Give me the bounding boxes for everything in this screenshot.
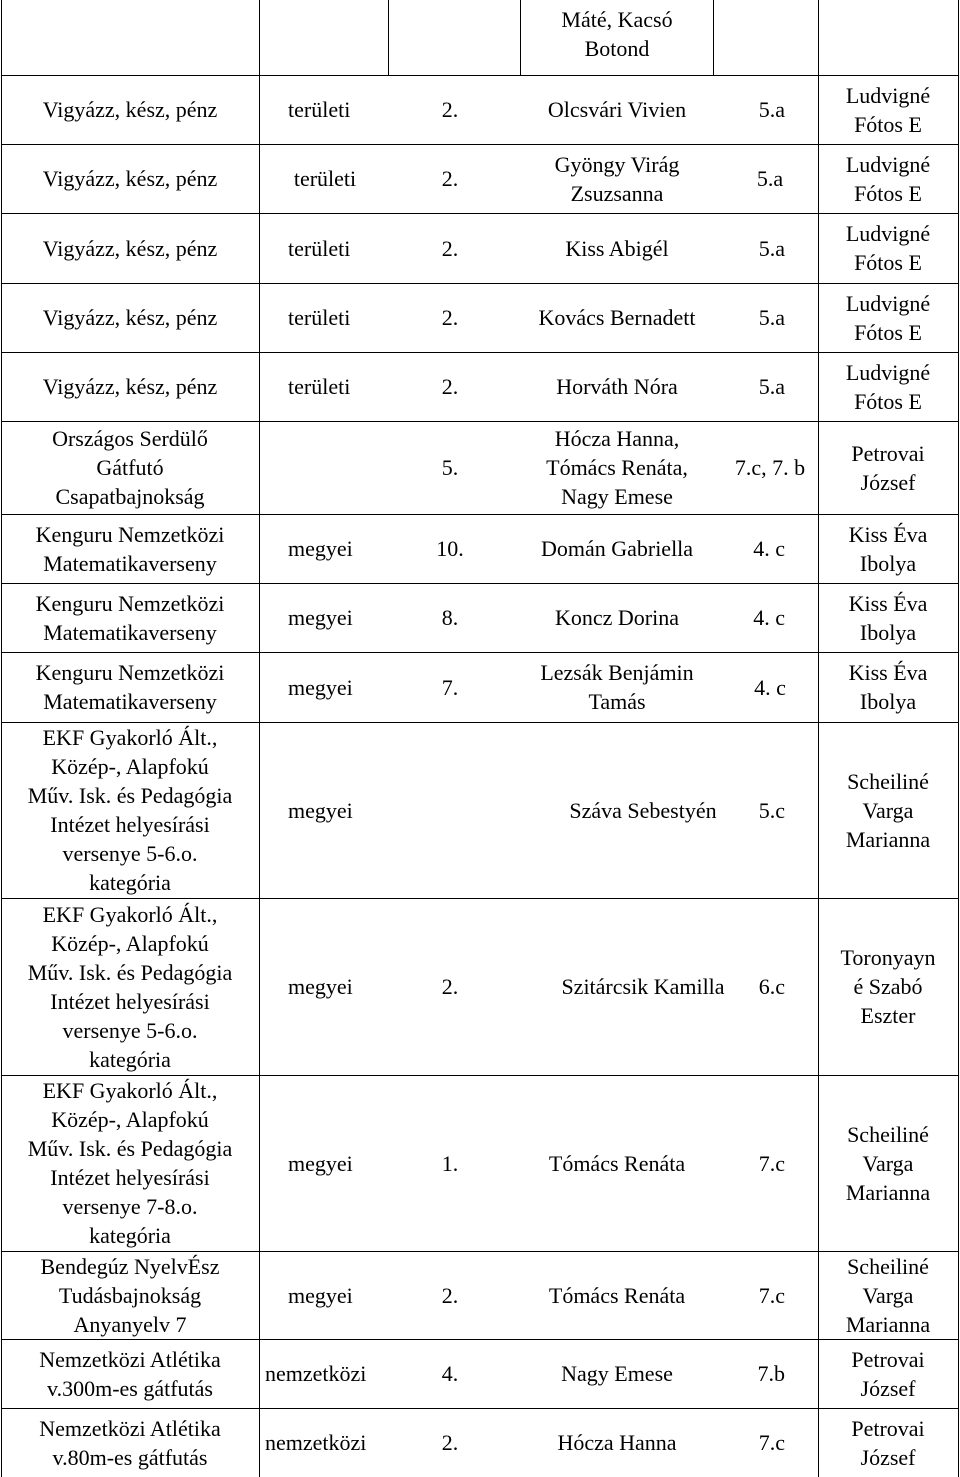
cell-level: területi [288,374,351,399]
cell-name: Csapatbajnokság [55,484,205,509]
cell-student: Hócza Hanna, [554,426,680,451]
cell-level: területi [288,97,351,122]
cell-place: 10. [436,536,464,561]
cell-teacher: József [860,1444,916,1470]
cell-name: Közép-, Alapfokú [51,930,209,956]
cell-level: területi [293,166,357,191]
row-divider [1,213,959,214]
cell-teacher: Ibolya [859,550,917,576]
cell-student: Máté, Kacsó [561,7,673,32]
cell-teacher: Ludvigné [845,290,931,316]
cell-name: Matematikaverseny [43,550,217,576]
column-divider [818,0,819,1477]
cell-place: 2. [441,235,459,261]
table-border-right [958,0,959,1477]
cell-student: Koncz Dorina [554,605,680,630]
cell-name: versenye 5-6.o. [62,841,198,866]
cell-teacher: Ibolya [859,689,917,714]
cell-name: v.80m-es gátfutás [52,1444,208,1470]
cell-student: Szitárcsik Kamilla [561,974,725,999]
cell-student: Lezsák Benjámin [540,660,694,685]
cell-name: Anyanyelv 7 [73,1311,187,1337]
cell-class: 5.a [758,374,785,399]
cell-teacher: Kiss Éva [848,660,928,685]
cell-name: Vigyázz, kész, pénz [42,97,218,122]
cell-student: Nagy Emese [561,484,673,509]
cell-name: EKF Gyakorló Ált., [42,901,218,927]
cell-class: 7.c [758,1150,785,1176]
cell-teacher: Scheiliné [847,768,929,794]
cell-level: megyei [288,797,353,823]
row-divider [1,652,959,653]
cell-student: Tómács Renáta [548,1150,686,1176]
cell-level: megyei [288,605,353,630]
cell-name: Intézet helyesírási [50,1165,210,1190]
cell-name: Műv. Isk. és Pedagógia [27,783,233,808]
cell-student: Olcsvári Vivien [547,97,687,122]
cell-teacher: Toronyayn [840,945,936,970]
cell-teacher: Petrovai [851,440,925,466]
cell-level: megyei [288,536,353,561]
cell-class: 5.a [758,97,785,122]
cell-class: 4. c [753,605,785,630]
cell-teacher: é Szabó [853,974,923,999]
cell-teacher: Kiss Éva [848,521,928,547]
cell-name: EKF Gyakorló Ált., [42,1078,218,1103]
row-divider [1,144,959,145]
cell-student: Kovács Bernadett [538,305,696,330]
cell-teacher: Ibolya [859,619,917,645]
cell-place: 1. [441,1150,459,1176]
row-divider [1,352,959,353]
cell-student: Domán Gabriella [540,536,694,561]
cell-place: 2. [441,1282,459,1308]
cell-teacher: Ludvigné [845,82,931,108]
table-border-left [1,0,2,1477]
cell-name: Közép-, Alapfokú [51,754,209,779]
column-divider [259,0,260,1477]
cell-place: 2. [441,305,459,330]
row-divider [1,1408,959,1409]
cell-student: Száva Sebestyén [569,797,717,823]
cell-name: Kenguru Nemzetközi [35,521,225,547]
cell-level: megyei [288,1150,353,1176]
row-divider [1,514,959,515]
cell-place: 2. [441,1430,459,1455]
column-divider [520,0,521,75]
cell-name: Intézet helyesírási [50,988,210,1014]
cell-name: Kenguru Nemzetközi [35,590,225,616]
cell-teacher: József [860,1375,916,1401]
cell-name: kategória [89,870,171,895]
cell-class: 7.c [758,1430,785,1455]
cell-teacher: Marianna [845,1179,931,1205]
cell-place: 5. [441,455,459,480]
cell-teacher: Kiss Éva [848,590,928,616]
cell-teacher: Marianna [845,1311,931,1337]
cell-name: Nemzetközi Atlétika [39,1415,221,1441]
cell-name: Vigyázz, kész, pénz [42,166,218,191]
cell-teacher: Fótos E [854,319,922,345]
cell-teacher: Scheiliné [847,1121,929,1147]
cell-student: Tómács Renáta, [546,455,688,480]
cell-student: Gyöngy Virág [554,151,680,177]
cell-place: 4. [441,1361,459,1386]
cell-place: 8. [441,605,459,630]
cell-teacher: Varga [862,797,914,823]
cell-teacher: Fótos E [854,388,922,414]
cell-name: Tudásbajnokság [58,1282,202,1308]
row-divider [1,421,959,422]
cell-teacher: Ludvigné [845,359,931,385]
cell-level: megyei [288,974,353,999]
cell-student: Horváth Nóra [556,374,678,399]
cell-teacher: Ludvigné [845,221,931,246]
cell-teacher: Fótos E [854,111,922,137]
cell-name: EKF Gyakorló Ált., [42,725,218,750]
cell-name: Közép-, Alapfokú [51,1107,209,1132]
cell-teacher: Fótos E [854,250,922,275]
cell-name: Gátfutó [96,455,164,480]
cell-class: 5.a [758,235,785,261]
cell-name: Intézet helyesírási [50,812,210,837]
cell-name: Nemzetközi Atlétika [39,1346,221,1372]
cell-teacher: Scheiliné [847,1253,929,1279]
cell-student: Tómács Renáta [548,1282,686,1308]
cell-name: versenye 7-8.o. [62,1194,198,1219]
cell-class: 7.c [758,1282,785,1308]
cell-name: versenye 5-6.o. [62,1017,198,1043]
cell-teacher: Fótos E [854,180,922,206]
cell-level: területi [288,305,351,330]
cell-name: v.300m-es gátfutás [47,1375,213,1401]
row-divider [1,283,959,284]
cell-level: nemzetközi [265,1430,367,1455]
cell-name: Műv. Isk. és Pedagógia [27,959,233,985]
cell-level: megyei [288,1282,353,1308]
cell-name: Bendegúz NyelvÉsz [40,1253,220,1279]
cell-level: területi [288,235,351,261]
cell-level: megyei [288,674,353,700]
cell-student: Kiss Abigél [565,235,669,261]
cell-class: 5.a [756,166,784,191]
cell-name: Országos Serdülő [52,426,208,451]
cell-place: 7. [441,674,459,700]
cell-place: 2. [441,374,459,399]
cell-name: kategória [89,1223,171,1248]
cell-class: 4. c [754,674,786,700]
cell-class: 7.c, 7. b [734,455,806,480]
cell-name: Matematikaverseny [43,619,217,645]
cell-name: Kenguru Nemzetközi [35,660,225,685]
cell-name: Vigyázz, kész, pénz [42,374,218,399]
row-divider [1,75,959,76]
cell-place: 2. [441,974,459,999]
cell-student: Botond [584,36,650,61]
cell-place: 2. [441,166,459,191]
cell-teacher: Varga [862,1282,914,1308]
cell-name: Matematikaverseny [43,689,217,714]
row-divider [1,1339,959,1340]
cell-student: Nagy Emese [561,1361,673,1386]
cell-student: Hócza Hanna [557,1430,677,1455]
cell-class: 6.c [758,974,785,999]
cell-student: Tamás [588,689,646,714]
cell-name: Vigyázz, kész, pénz [42,235,218,261]
cell-place: 2. [441,97,459,122]
cell-name: kategória [89,1046,171,1072]
cell-class: 5.c [758,797,785,823]
cell-name: Műv. Isk. és Pedagógia [27,1136,233,1161]
cell-class: 4. c [753,536,785,561]
cell-teacher: Marianna [845,826,931,852]
cell-class: 7.b [757,1361,785,1386]
cell-class: 5.a [758,305,785,330]
cell-teacher: Varga [862,1150,914,1176]
cell-level: nemzetközi [265,1361,367,1386]
cell-teacher: Petrovai [851,1346,925,1372]
column-divider [388,0,389,75]
cell-teacher: József [860,469,916,495]
column-divider [713,0,714,75]
cell-teacher: Eszter [860,1003,916,1028]
cell-teacher: Petrovai [851,1415,925,1441]
cell-teacher: Ludvigné [845,151,931,177]
cell-name: Vigyázz, kész, pénz [42,305,218,330]
cell-student: Zsuzsanna [570,180,664,206]
row-divider [1,583,959,584]
